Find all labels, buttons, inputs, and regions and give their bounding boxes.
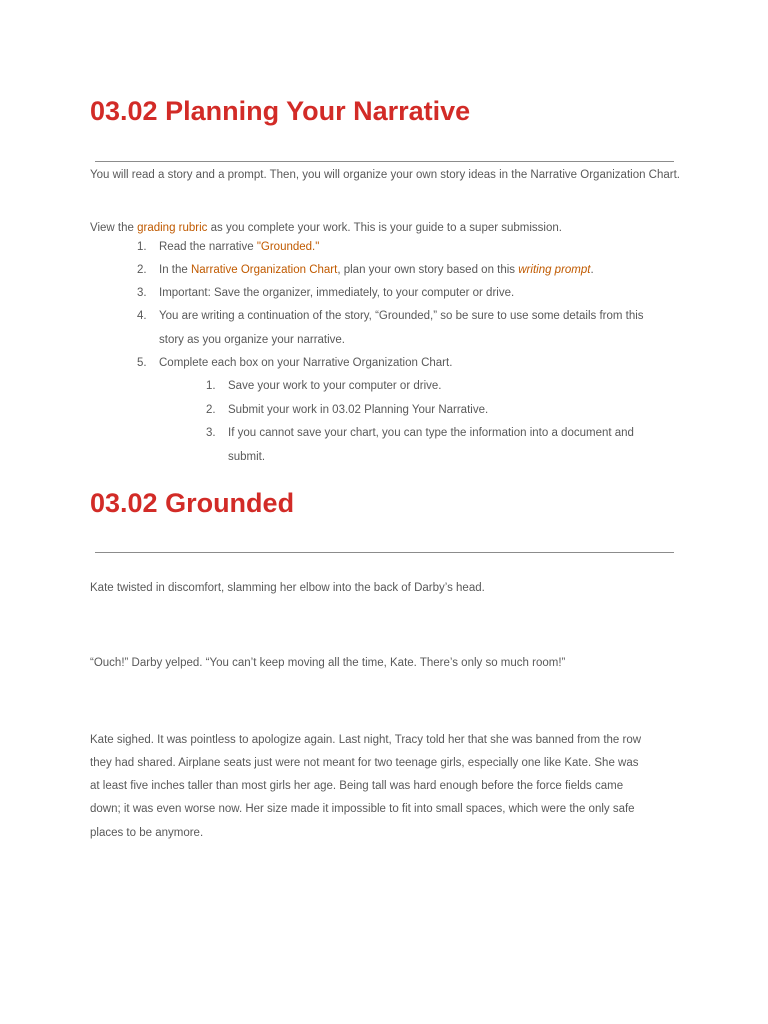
story-title: 03.02 Grounded	[90, 488, 295, 518]
writing-prompt-link[interactable]: writing prompt	[518, 264, 591, 276]
step-text: , plan your own story based on this	[337, 264, 519, 276]
step-2	[159, 259, 594, 282]
story-line: places to be anymore.	[90, 827, 204, 839]
narrative-organization-chart-link[interactable]: Narrative Organization Chart	[190, 264, 338, 276]
story-line: they had shared. Airplane seats just were not meant for two teenage girls, especially one like Kate. She was	[90, 757, 639, 769]
intro-paragraph: You will read a story and a prompt. Then, you will organize your own story ideas in the Narrative Organization Chart.	[90, 169, 680, 181]
substep-3-line-1: If you cannot save your chart, you can type the information into a document and	[228, 427, 634, 439]
page-title: 03.02 Planning Your Narrative	[90, 96, 471, 126]
step-number: 4.	[137, 310, 147, 322]
story-paragraph-2: “Ouch!” Darby yelped. “You can’t keep moving all the time, Kate. There’s only so much room!”	[90, 657, 566, 669]
substep-3-line-2: submit.	[228, 451, 266, 463]
step-text: .	[590, 264, 594, 276]
step-number: 2.	[137, 264, 147, 276]
step-1	[159, 236, 319, 259]
step-4-line-1: You are writing a continuation of the story, “Grounded,” so be sure to use some details from this	[159, 310, 644, 322]
step-number: 5.	[137, 357, 147, 369]
substep-number: 3.	[206, 427, 216, 439]
rubric-text-post: as you complete your work. This is your guide to a super submission.	[207, 222, 562, 234]
grading-rubric-link[interactable]: grading rubric	[137, 222, 208, 234]
substep-2: Submit your work in 03.02 Planning Your Narrative.	[228, 404, 489, 416]
story-paragraph-1: Kate twisted in discomfort, slamming her elbow into the back of Darby’s head.	[90, 582, 485, 594]
step-5: Complete each box on your Narrative Organization Chart.	[159, 357, 453, 369]
step-4-line-2: story as you organize your narrative.	[159, 334, 346, 346]
story-line: down; it was even worse now. Her size made it impossible to fit into small spaces, which were the only safe	[90, 803, 635, 815]
step-3: Important: Save the organizer, immediately, to your computer or drive.	[159, 287, 515, 299]
story-title-divider	[95, 552, 674, 553]
substep-number: 2.	[206, 404, 216, 416]
step-text: In the	[159, 264, 191, 276]
grounded-link[interactable]: "Grounded."	[256, 241, 320, 253]
substep-number: 1.	[206, 380, 216, 392]
rubric-text-pre: View the	[90, 222, 138, 234]
title-divider	[95, 161, 674, 162]
step-number: 1.	[137, 241, 147, 253]
story-line: Kate sighed. It was pointless to apologize again. Last night, Tracy told her that she was banned from the row	[90, 734, 642, 746]
step-text: Read the narrative	[159, 241, 257, 253]
story-line: at least five inches taller than most girls her age. Being tall was hard enough before the force fields came	[90, 780, 624, 792]
step-number: 3.	[137, 287, 147, 299]
substep-1: Save your work to your computer or drive.	[228, 380, 442, 392]
